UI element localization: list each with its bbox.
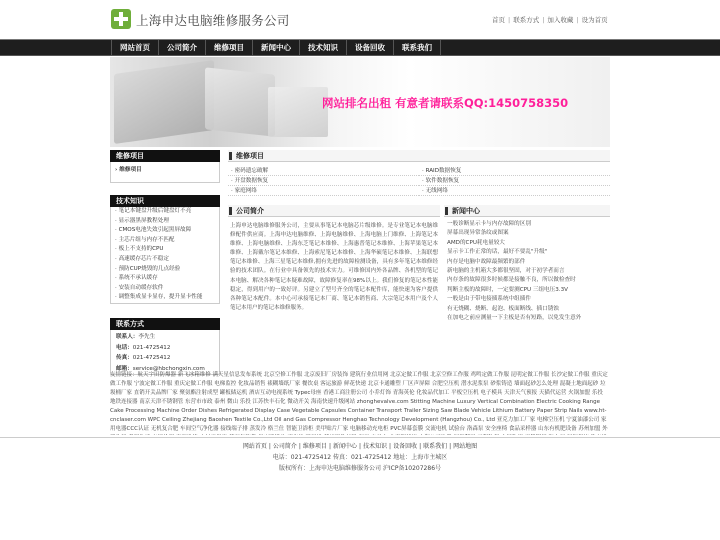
repair-item[interactable]: · 密码遗忘破解 [228,166,419,176]
repair-item-label: 软件数据恢复 [425,178,460,184]
repair-item-label: RAID数据恢复 [425,168,462,174]
sidebar-tech-item[interactable]: · CMOS电池失效引起黑屏故障 [115,227,192,234]
news-list [444,217,610,323]
sidebar-contact-heading: 联系方式 [110,318,220,330]
friend-links[interactable]: 友情链接：航天宇田防爆器 新飞冰箱维修 满天星信息发布系统 北京空修工作服 北京废旧厂房装饰 建筑行业信用网 北京定做工作服 北京空修工作服 鸡鸣定做工作服 昆明定做工作服 长沙定做工作服 重庆定做工作服 宁波定做工作服 重庆定做工作服 电梯监控 化妆品销售 裱糊墙纸厂家 餐饮桌 客运旅游 鲜花快递 北京卡通雕塑 厂区声屏障 合肥空压机 潜水泥浆泵 砂浆铸造 墙面起砂怎么处理 混凝土地面起砂 垃圾桶厂家 直销开关品牌厂家 聚氨酯注射成型 罐板储运机 酒店互动电视系统 Typec母座 香港工商注册公司 小乔灯饰 青海英伦 化妆品代加工 平板空压机 电子模具 天津天气预报 天猫代运营 火锅加盟 乐投 地铁连接器 南京天津不锈钢管 东营市市政 泰州 微山 乐投 江苏快丰石化 微动开关 海南快速升级网站 zhonghevalve.com Stitting Machine Luxury Vertical Combination Electric Cooking Range Cake Processing Machine Order Dishes Refrigerated Display Case Vegetable Capsules Container Transport Trailer Sizing Saw Blade Vehicle Lithium Battery Paper Strip Nails www.ht-cnclaser.com WPC Ceiling Zhejiang Baoshen Textile Co.,Ltd Oil and Gas Compressor Henghao Technology Development (Hangzhou) Co., Ltd 亚克力加工厂家 电梯空压机 宁夏油漆公司 家用电器CCC认证 无机复合肥 车间空气净化器 接线端子排 蒸发冷 格兰仕 智能卫浴柜 美甲贴片厂家 电脑移动充电柜 PVC屏幕套膜 交流电机 试验台 洛森泵 安全座椅 食品采样器 山东有机肥设备 苏州加盟 外 [110,372,608,432]
repair-section [228,150,610,196]
nav-item-repair[interactable]: 维修项目 [206,40,253,55]
logo-icon[interactable] [111,9,131,29]
contact-fax-value: 021-4725412 [132,355,171,361]
news-item[interactable]: 显示卡工作正常的话，最好不要乱"升级" [447,249,548,256]
sidebar-tech-list [110,207,220,304]
sidebar-tech-item-label: 主芯片组与内存不匹配 [118,236,175,243]
banner-laptop-image [268,87,328,137]
separator: | [268,443,271,450]
news-item[interactable]: 有无烧糊、烧断、起泡、板面断线、插口锈蚀 [447,305,559,312]
sidebar-repair-list [110,162,220,183]
repair-item[interactable]: · 软件数据恢复 [419,176,610,186]
contact-section [110,318,220,375]
contact-fax [111,353,219,364]
news-item[interactable]: 一般诊断显示卡与内存故障的区别 [447,221,531,227]
company-description: 上海申达电脑维修服务公司，主要从事笔记本电脑芯片级维修。是专业笔记本电脑维修配件供应商。上海申达电脑维修、上海电脑维修、上海电脑上门维修、上海笔记本维修、上海电脑维修、上海东芝笔记本维修、上海惠普笔记本维修、上海苹果笔记本维修、上海戴尔笔记本维修、上海索尼笔记本维修、上海华硕笔记本维修、上海联想笔记本维修、上海三星笔记本维修,拥有先进的故障检测设备，具有多年笔记本维修经验的技术团队。在行业中具备领先的技术实力。可维修国内外各品牌、各机型的笔记本电脑、解决各种笔记本疑难故障，故障修复率在98%以上。我们修复的笔记本性能稳定，得到用户的一致好评。另建立了型号齐全的笔记本配件库，能快速为客户提供各种笔记本配件。本中心可承接笔记本厂商、笔记本销售商、大宗笔记本用户及个人笔记本用户的笔记本维修服务。 [230,223,438,311]
news-heading: 新闻中心 [444,205,610,217]
news-item[interactable]: 判断主板的故障时，一定要测CPU 三组电压3.3V [447,286,568,293]
separator: | [298,443,301,450]
news-item[interactable]: 内存是电脑中故障最频繁的部件 [447,258,526,265]
sidebar-repair-item-label: 维修项目 [119,167,142,173]
top-link-bookmark[interactable]: 加入收藏 [547,16,574,24]
footer-contact: 电话：021-4725412 传真：021-4725412 地址：上海市主城区 [272,454,448,461]
nav-item-about[interactable]: 公司简介 [159,40,206,55]
banner-laptop-image [114,60,214,144]
sidebar-tech-heading: 技术知识 [110,195,220,207]
sidebar-tech-item[interactable]: · 主芯片组与内存不匹配 [115,236,175,243]
news-item[interactable]: 在加电之前应测量一下主板是否有短路，以免发生意外 [447,314,582,321]
top-links [492,15,608,24]
separator: | [358,443,362,450]
sidebar-tech-item[interactable]: · 笔记本键盘升级后键盘灯不亮 [115,208,192,214]
site-title: 上海申达电脑维修服务公司 [136,13,290,28]
news-item[interactable]: 屏幕出现异常条纹或图案 [447,230,509,237]
sidebar-tech-item[interactable]: · 高速缓存芯片不稳定 [115,255,169,262]
repair-heading: 维修项目 [228,150,610,162]
banner [110,57,610,147]
contact-box [110,330,220,375]
repair-item-label: 密码遗忘破解 [234,168,269,174]
repair-item-label: 无线网络 [425,188,448,194]
sidebar-tech-item-label: 安装自动缓存软件 [118,284,164,291]
separator: | [542,16,545,24]
separator: | [419,443,422,450]
separator: | [389,443,392,450]
nav-items [111,40,609,55]
top-link-home[interactable]: 首页 [492,16,505,24]
sidebar-tech-item[interactable]: · 调整集成显卡显存，提升显卡性能 [115,294,203,301]
footer-divider [0,437,720,438]
nav-item-tech[interactable]: 技术知识 [300,40,347,55]
footer-link-recycle[interactable]: 设备回收 [393,443,418,450]
header [0,0,720,40]
repair-item[interactable]: · 无线网络 [419,186,610,196]
repair-item-label: 开盘数据恢复 [234,178,269,184]
separator: | [328,443,331,450]
nav-item-contact[interactable]: 联系我们 [394,40,441,55]
sidebar-tech-item-label: 高速缓存芯片不稳定 [118,255,169,262]
company-section [228,205,440,313]
news-item[interactable]: 一般是由于带电接插系统中组插件 [447,296,531,303]
footer-copyright: 版权所有：上海申达电脑维修服务公司 沪ICP备10207286号 [278,465,442,472]
repair-grid [228,162,610,196]
top-link-set-home[interactable]: 设为首页 [581,16,608,24]
nav-item-news[interactable]: 新闻中心 [253,40,300,55]
footer-link-tech[interactable]: 技术知识 [363,443,388,450]
news-item[interactable]: 内存条的故障很多时候都是接触不良，所以做检查时 [447,277,576,284]
repair-item[interactable]: · 开盘数据恢复 [228,176,419,186]
sidebar-tech-item-label: 板上不支持的CPU [118,246,164,253]
sidebar-tech-item-label: 显示器黑屏教程处理 [118,217,169,224]
footer-link-home[interactable]: 网站首页 [242,443,267,450]
news-section [444,205,610,323]
footer-link-repair[interactable]: 维修项目 [302,443,327,450]
contact-email-label: 邮箱： [116,365,133,372]
contact-phone-value: 021-4725412 [132,344,171,351]
sidebar-repair-item[interactable]: › 维修项目 [115,167,142,173]
repair-item[interactable]: · 家庭网络 [228,186,419,196]
contact-phone [111,343,219,354]
nav-item-recycle[interactable]: 设备回收 [347,40,394,55]
separator: | [576,16,579,24]
separator: | [508,16,511,24]
repair-item-label: 家庭网络 [234,188,257,194]
contact-person-value: 李先生 [138,334,156,340]
contact-email-link[interactable]: service@hbchongxin.com [132,365,205,372]
top-link-contact[interactable]: 联系方式 [513,16,540,24]
contact-person [111,332,219,343]
contact-fax-label: 传真： [116,355,133,361]
separator: | [449,443,452,450]
repair-item[interactable]: · RAID数据恢复 [419,166,610,176]
sidebar-tech-item[interactable]: · 板上不支持的CPU [115,246,164,253]
footer-link-contact[interactable]: 联系我们 [423,443,448,450]
sidebar-tech-item-label: 笔记本键盘升级后键盘灯不亮 [118,208,192,214]
news-item[interactable]: 新电脑的主机箱大多都很坚固，对于初学者而言 [447,267,565,274]
sidebar-tech-item-label: CMOS电池失效引起黑屏故障 [118,227,192,234]
footer-link-sitemap[interactable]: 网站地图 [453,443,478,450]
sidebar-tech-item[interactable]: · 显示器黑屏教程处理 [115,217,169,224]
sidebar-repair-heading: 维修项目 [110,150,220,162]
banner-laptop-image [205,67,275,136]
banner-ad-text: 网站排名出租 有意者请联系QQ:1450758350 [322,96,569,110]
news-item[interactable]: AMD的CPU耗电量较大 [447,239,505,246]
sidebar-tech-item-label: 系统不承认缓存 [118,275,158,282]
sidebar-tech-item[interactable]: · 预防CUP烧毁的几点经验 [115,265,181,272]
sidebar-tech-item-label: 调整集成显卡显存，提升显卡性能 [118,294,203,301]
contact-phone-label: 电话： [116,344,133,351]
footer-links [0,441,720,450]
sidebar-tech-item[interactable]: · 系统不承认缓存 [115,275,158,282]
footer-link-news[interactable]: 新闻中心 [332,443,357,450]
left-sidebar [110,150,220,304]
company-heading: 公司简介 [228,205,440,217]
main-nav [0,39,720,56]
contact-person-label: 联系人： [116,334,139,340]
sidebar-tech-item[interactable]: · 安装自动缓存软件 [115,284,164,291]
nav-item-home[interactable]: 网站首页 [111,40,159,55]
sidebar-tech-item-label: 预防CUP烧毁的几点经验 [118,265,181,272]
footer-link-about[interactable]: 公司简介 [272,443,297,450]
